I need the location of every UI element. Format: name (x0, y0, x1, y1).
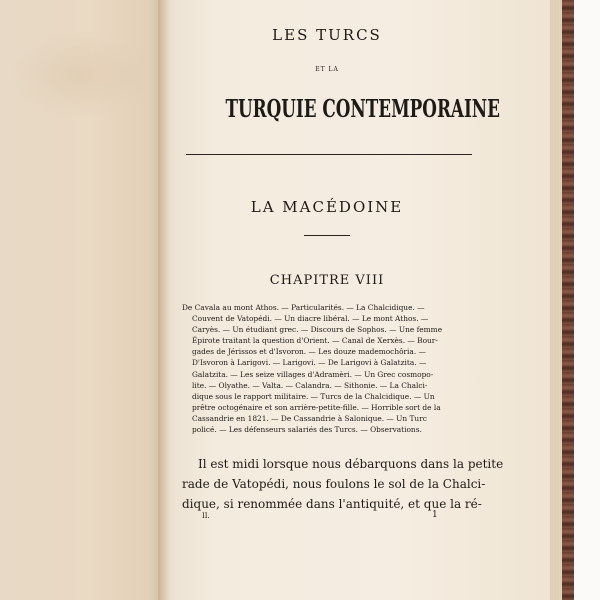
summary-line: Caryès. — Un étudiant grec. — Discours de Sophos. — Une femme (192, 325, 443, 335)
body-line: dique, si renommée dans l'antiquité, et que la ré- (182, 497, 482, 511)
left-page (0, 0, 168, 600)
running-title: LES TURCS (272, 26, 382, 44)
summary-line: D'Isvoron à Larigovi. — Larigovi. — De Larigovi à Galatzita. — (192, 358, 427, 368)
summary-line: dique sous le rapport militaire. — Turcs de la Chalcidique. — Un (192, 391, 435, 401)
summary-line: Galatzita. — Les seize villages d'Adramèri. — Un Grec cosmopo- (192, 369, 434, 379)
main-title: TURQUIE CONTEMPORAINE (225, 94, 500, 123)
summary-line: lite. — Olyathe. — Valta. — Calandra. — Sithonie. — La Chalci- (192, 380, 428, 390)
book-gutter (158, 0, 176, 600)
summary-line: Couvent de Vatopédi. — Un diacre libéral. — Le mont Athos. — (192, 314, 429, 324)
chapter-summary (182, 302, 472, 435)
marbled-cover-edge (562, 0, 574, 600)
body-line: rade de Vatopédi, nous foulons le sol de la Chalci- (182, 477, 486, 491)
summary-line: gades de Jérissos et d'Isvoron. — Les douze mademochôria. — (192, 347, 426, 357)
page-content (182, 0, 504, 600)
summary-line: De Cavala au mont Athos. — Particularités. — La Chalcidique. — (182, 303, 425, 312)
body-line: Il est midi lorsque nous débarquons dans la petite (198, 457, 504, 471)
title-rule (186, 154, 472, 155)
summary-line: Cassandrie en 1821. — De Cassandrie à Salonique. — Un Turc (192, 413, 427, 423)
section-title: LA MACÉDOINE (250, 198, 404, 216)
section-rule (304, 235, 350, 236)
body-paragraph (182, 454, 504, 514)
paper-stain (10, 30, 150, 120)
backdrop (574, 0, 600, 600)
summary-line: policé. — Les défenseurs salariés des Turcs. — Observations. (192, 425, 422, 435)
chapter-title: CHAPITRE VIII (269, 273, 385, 288)
page-number: 1 (432, 510, 438, 520)
title-connector: ET LA (315, 66, 339, 73)
signature-mark: II. (202, 512, 210, 520)
summary-line: prêtre octogénaire et son arrière-petite-fille. — Horrible sort de la (192, 402, 441, 412)
summary-line: Épirote traitant la question d'Orient. — Canal de Xerxès. — Bour- (192, 336, 438, 346)
